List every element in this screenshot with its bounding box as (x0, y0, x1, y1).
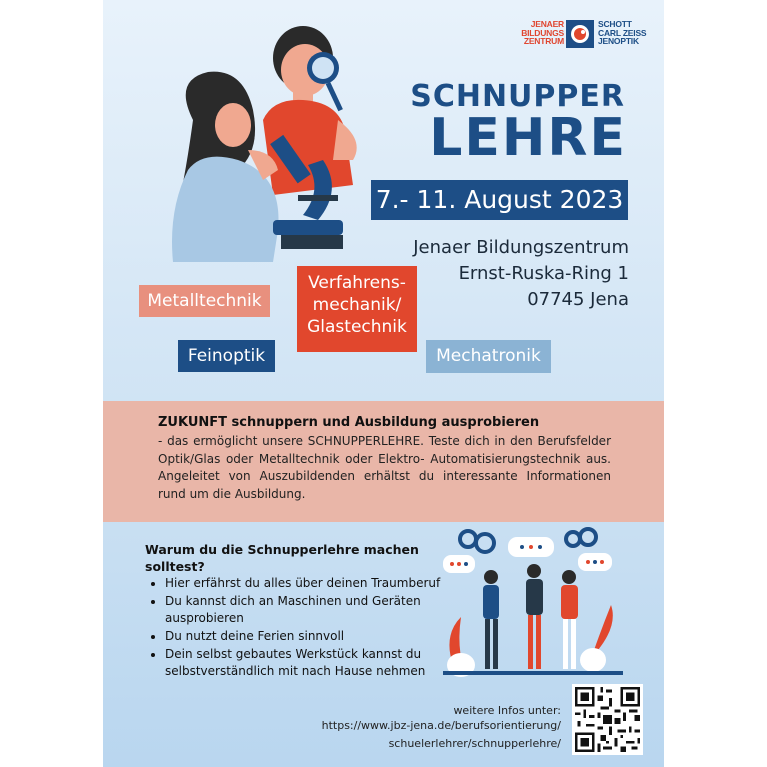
event-date: 7.- 11. August 2023 (371, 180, 628, 220)
intro-heading: ZUKUNFT schnuppern und Ausbildung ausprobieren (158, 415, 540, 430)
title-line1: SCHNUPPER (410, 79, 625, 114)
address-line: 07745 Jena (527, 289, 629, 310)
list-item: • Du kannst dich an Maschinen und Geräten ausprobieren (165, 593, 465, 627)
tag-verfahren-line: Verfahrens- (308, 273, 406, 293)
tag-verfahren-line: mechanik/ (312, 295, 402, 315)
why-list (145, 575, 465, 681)
logo-mark-icon (566, 20, 594, 48)
intro-text: - das ermöglicht unsere SCHNUPPERLEHRE. Teste dich in den Berufsfelder Optik/Glas oder Metalltechnik oder Elektro- Automatisierungstechnik aus. Angeleitet von Auszubildenden erhältst du interessante Informationen rund um die Ausbildung. (158, 434, 611, 501)
logo-left-line: ZENTRUM (523, 36, 564, 47)
tag-verfahrensmechanik (297, 266, 417, 352)
list-item: • Du nutzt deine Ferien sinnvoll (165, 628, 465, 645)
title-line2: LEHRE (429, 108, 627, 168)
list-item: • Dein selbst gebautes Werkstück kannst du selbstverständlich mit nach Hause nehmen (165, 646, 465, 680)
logo-right-line: SCHOTT (598, 19, 632, 29)
list-item: • Hier erfährst du alles über deinen Traumberuf (165, 575, 465, 592)
address-line: Jenaer Bildungszentrum (413, 237, 629, 258)
logo-left-text (521, 20, 564, 46)
qr-code-icon[interactable] (572, 684, 643, 755)
team-illustration (433, 525, 633, 685)
tag-verfahren-line: Glastechnik (307, 317, 407, 337)
logo-right-line: JENOPTIK (598, 36, 639, 47)
more-info-url-line2[interactable]: schuelerlehrer/schnupperlehre/ (388, 737, 561, 750)
more-info-label: weitere Infos unter: (453, 704, 561, 717)
logo-right-line: CARL ZEISS (598, 27, 647, 38)
tag-mechatronik: Mechatronik (426, 340, 551, 373)
logo-left-line: JENAER (530, 19, 564, 29)
poster (103, 0, 664, 767)
tag-metalltechnik: Metalltechnik (139, 285, 270, 317)
address-line: Ernst-Ruska-Ring 1 (458, 263, 629, 284)
logo (516, 18, 647, 52)
more-info-url-line1[interactable]: https://www.jbz-jena.de/berufsorientierung/ (321, 719, 561, 732)
logo-left-line: BILDUNGS (521, 27, 564, 38)
tag-feinoptik: Feinoptik (178, 340, 275, 372)
logo-right-text (598, 20, 646, 46)
why-title: Warum du die Schnupperlehre machen solltest? (145, 542, 419, 574)
